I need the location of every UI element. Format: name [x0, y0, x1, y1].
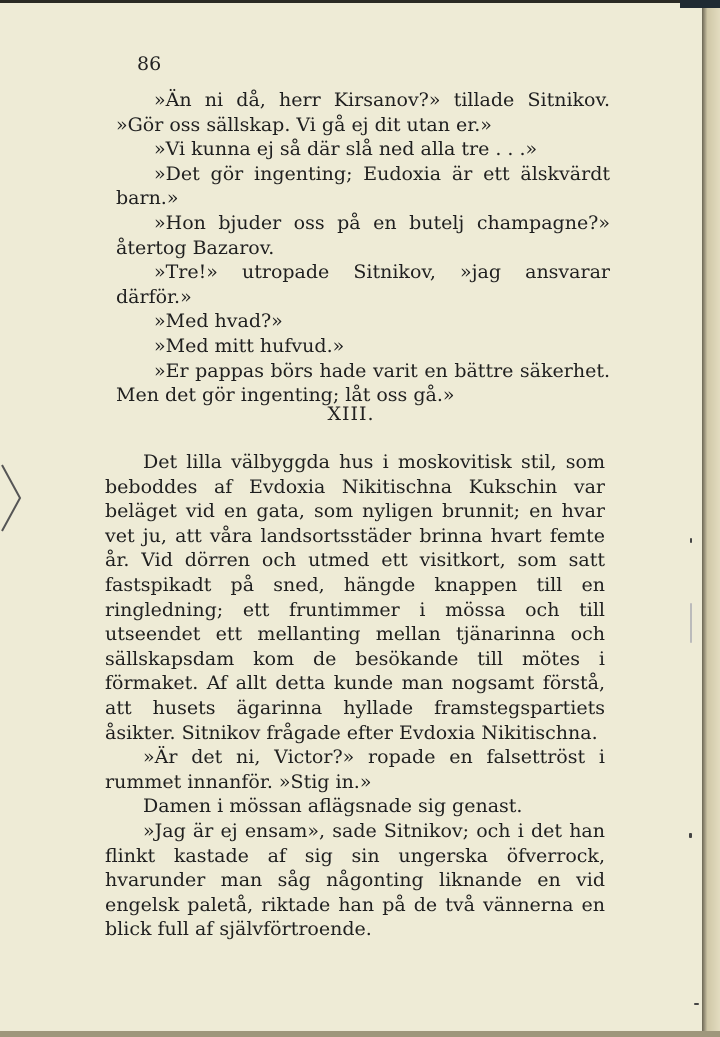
- paragraph: »Med hvad?»: [154, 310, 283, 333]
- text-block-dialogue: [116, 88, 610, 408]
- page-edge: [702, 0, 720, 1037]
- paragraph: »Tre!» utropade Sitnikov, »jag ansvarar därför.»: [116, 261, 610, 308]
- margin-speck: [694, 1003, 699, 1005]
- paragraph: »Det gör ingenting; Eudoxia är ett älskvärdt barn.»: [116, 162, 610, 210]
- paragraph: »Er pappas börs hade varit en bättre säkerhet. Men det gör ingenting; låt oss gå.»: [116, 359, 610, 407]
- paragraph: »Med mitt hufvud.»: [154, 334, 345, 357]
- page-fold-mark: [0, 463, 22, 533]
- paragraph: »Hon bjuder oss på en butelj champagne?» återtog Bazarov.: [116, 211, 610, 259]
- margin-speck: [690, 603, 692, 643]
- paragraph: Damen i mössan aflägsnade sig genast.: [143, 795, 523, 818]
- margin-speck: [690, 538, 692, 543]
- page-number: 86: [137, 53, 162, 75]
- paragraph: »Än ni då, herr Kirsanov?» tillade Sitnikov. »Gör oss sällskap. Vi gå ej dit utan er.»: [116, 89, 610, 136]
- scan-edge-top: [680, 0, 720, 8]
- paragraph: Det lilla välbyggda hus i moskovitisk stil, som beboddes af Evdoxia Nikitischna Kukschin var beläget vid en gata, som nyligen brunnit; en hvar vet ju, att våra landsortsstäder brinna hvart femte år. Vid dörren och utmed ett visitkort, som satt fastspikadt på sned, hängde knappen till en ringledning; ett fruntimmer i mössa och till utseendet ett mellanting mellan tjänarinna och sällskapsdam kom de besökande till mötes i förmaket. Af allt detta kunde man nogsamt förstå, att husets ägarinna hyllade framstegspartiets åsikter. Sitnikov frågade efter Evdoxia Nikitischna.: [105, 451, 605, 744]
- scan-edge-bottom: [0, 1031, 720, 1037]
- margin-speck: [689, 833, 692, 838]
- paragraph: »Är det ni, Victor?» ropade en falsettröst i rummet innanför. »Stig in.»: [105, 746, 605, 793]
- paragraph: »Jag är ej ensam», sade Sitnikov; och i det han flinkt kastade af sig sin ungerska öfverrock, hvarunder man såg någonting liknande en vid engelsk paletå, riktade han på de två vännerna en blick full af självförtroende.: [105, 819, 605, 941]
- paragraph: »Vi kunna ej så där slå ned alla tre . . .»: [154, 138, 538, 161]
- chapter-heading: XIII.: [327, 403, 375, 425]
- text-block-chapter: [105, 450, 605, 942]
